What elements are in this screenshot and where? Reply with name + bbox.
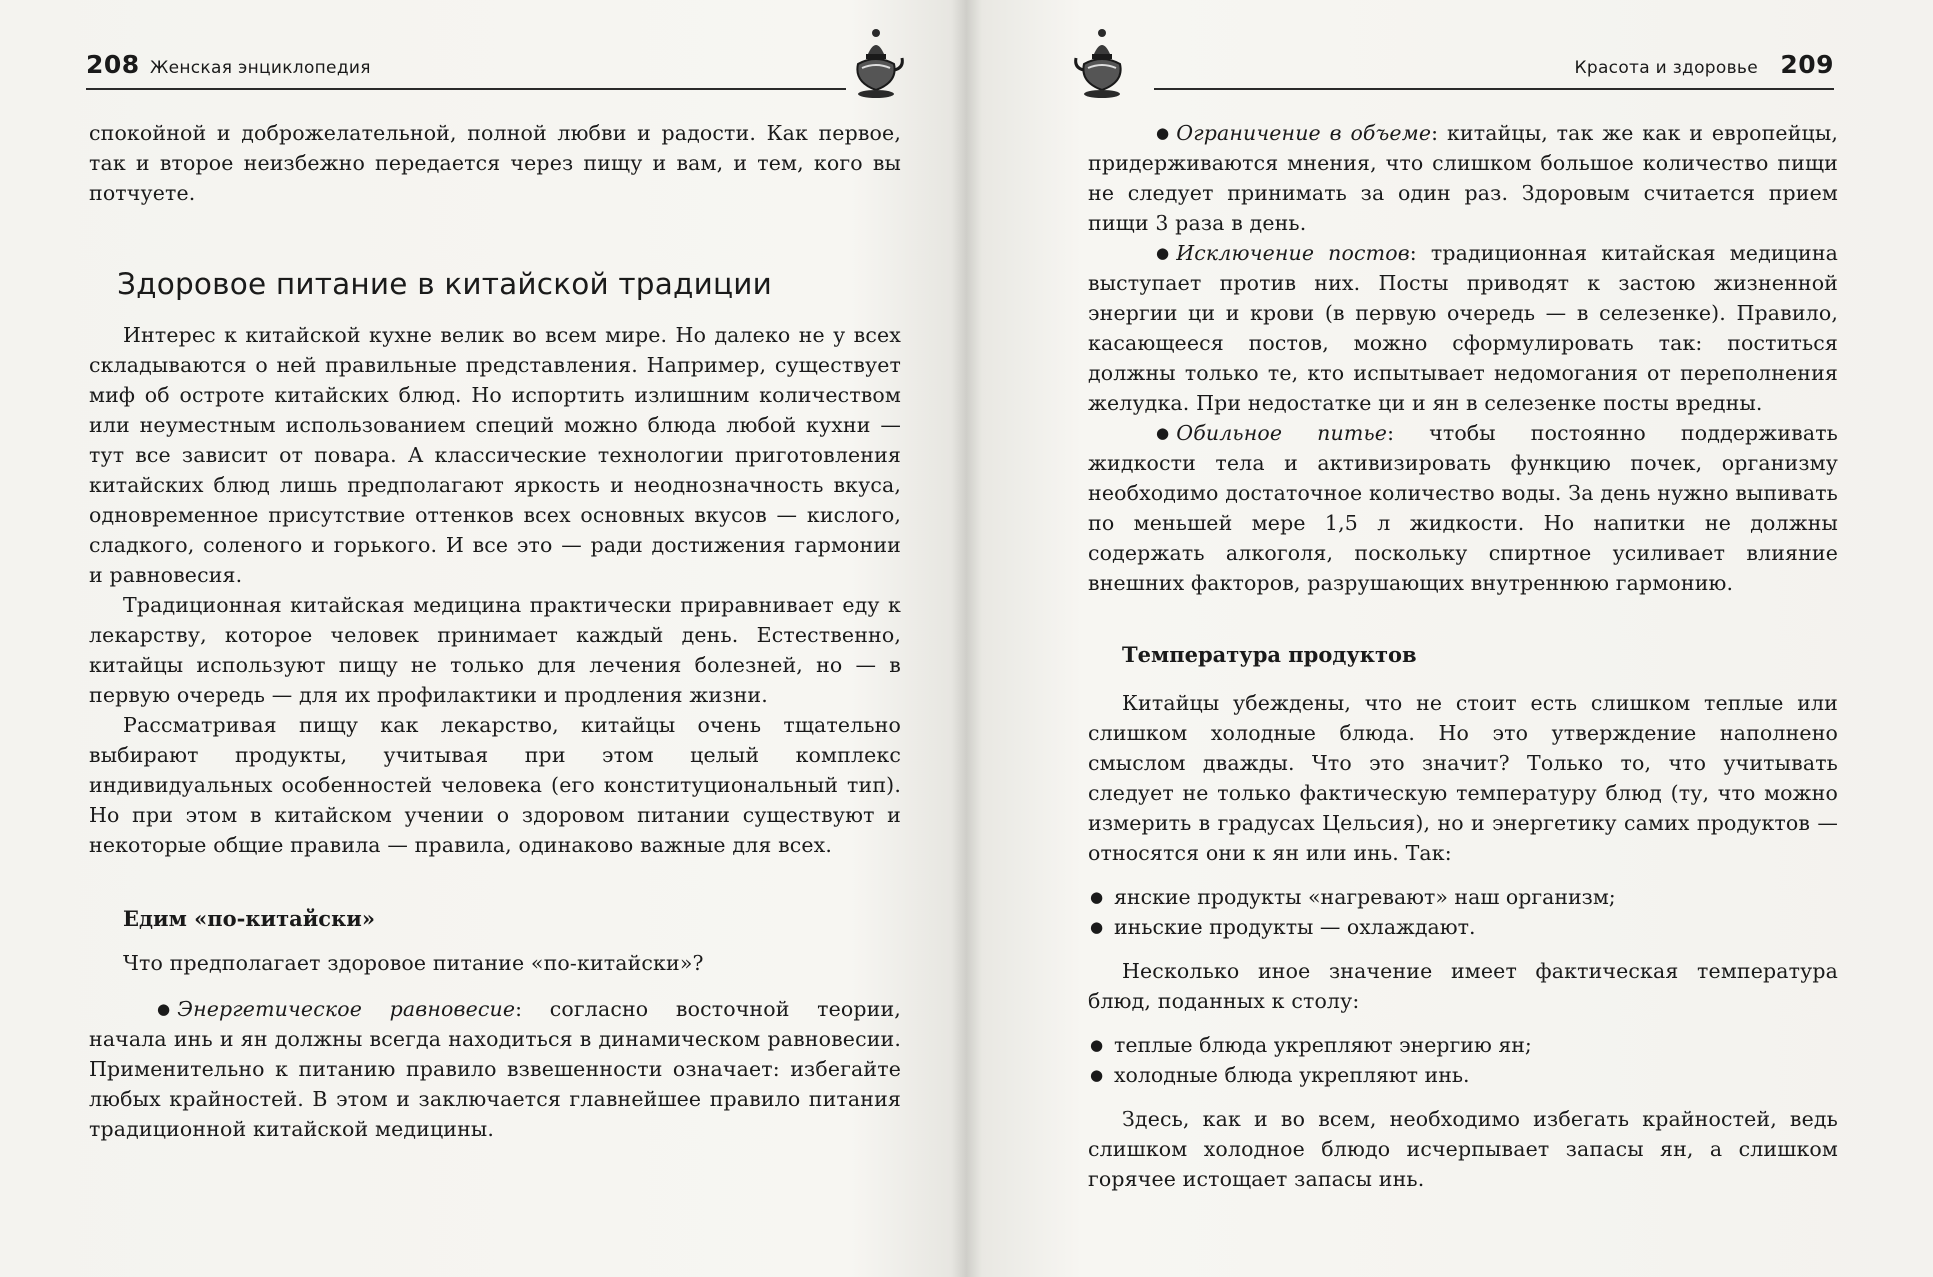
question-paragraph: Что предполагает здоровое питание «по-китайски»? bbox=[123, 951, 704, 975]
teapot-ornament-icon bbox=[1072, 24, 1132, 104]
right-page bbox=[966, 0, 1933, 1277]
paragraph-2: Несколько иное значение имеет фактическая температура блюд, поданных к столу: bbox=[1088, 959, 1838, 1013]
bullet-text: : китайцы, так же как и европейцы, придерживаются мнения, что слишком большое количество пищи не следует принимать за один раз. Здоровым считается прием пищи 3 раза в день. bbox=[1088, 121, 1838, 235]
bullet-term: Ограничение в объеме bbox=[1176, 121, 1432, 145]
bullet-paragraph bbox=[89, 994, 901, 1144]
bullet-term: Обильное питье bbox=[1176, 421, 1388, 445]
subsection-title: Едим «по-китайски» bbox=[123, 906, 375, 931]
teapot-ornament-icon bbox=[846, 24, 906, 104]
bullet-term: Исключение постов bbox=[1176, 241, 1410, 265]
bullet-list-2 bbox=[1088, 1030, 1838, 1090]
bullet-paragraph bbox=[1088, 418, 1838, 598]
list-item bbox=[1088, 1030, 1838, 1060]
bullet-icon: ● bbox=[1090, 888, 1104, 906]
right-page-header bbox=[1090, 40, 1834, 90]
paragraph-1: Китайцы убеждены, что не стоит есть слишком теплые или слишком холодные блюда. Но это утверждение наполнено смыслом дважды. Что это значит? Только то, что учитывать следует не только фактическую температуру блюд (ту, что можно измерить в градусах Цельсия), но и энергетику самих продуктов — относятся они к ян или инь. Так: bbox=[1088, 691, 1838, 865]
bullet-text: : чтобы постоянно поддерживать жидкости тела и активизировать функцию почек, организму необходимо достаточное количество воды. За день нужно выпивать по меньшей мере 1,5 л жидкости. Но напитки не должны содержать алкоголя, поскольку спиртное усиливает влияние внешних факторов, разрушающих внутреннюю гармонию. bbox=[1088, 421, 1838, 595]
bullet-text: : традиционная китайская медицина выступает против них. Посты приводят к застою жизненной энергии ци и крови (в первую очередь — в селезенке). Правило, касающееся постов, можно сформулировать так: поститься должны только те, кто испытывает недомогания от переполнения желудка. При недостатке ци и ян в селезенке посты вредны. bbox=[1088, 241, 1839, 415]
bullet-term: Энергетическое равновесие bbox=[177, 997, 516, 1021]
bullet-icon: ● bbox=[1156, 124, 1170, 142]
bullet-text: : согласно восточной теории, начала инь и ян должны всегда находиться в динамическом равновесии. Применительно к питанию правило взвешенности означает: избегайте любых крайностей. В этом и заключается главнейшее правило питания традиционной китайской медицины. bbox=[89, 997, 901, 1141]
paragraph-2: Традиционная китайская медицина практически приравнивает еду к лекарству, которое человек принимает каждый день. Естественно, китайцы используют пищу не только для лечения болезней, но — в первую очередь — для их профилактики и продления жизни. bbox=[89, 593, 901, 707]
subsection-title: Температура продуктов bbox=[1122, 642, 1417, 667]
bullet-paragraph bbox=[1088, 118, 1838, 238]
list-item-text: холодные блюда укрепляют инь. bbox=[1114, 1063, 1470, 1087]
left-page-body bbox=[89, 118, 901, 1144]
bullet-icon: ● bbox=[1090, 1036, 1104, 1054]
list-item bbox=[1088, 912, 1838, 942]
paragraph-1: Интерес к китайской кухне велик во всем мире. Но далеко не у всех складываются о ней правильные представления. Например, существует миф об остроте китайских блюд. Но испортить излишним количеством или неуместным использованием специй можно блюда любой кухни — тут все зависит от повара. А классические технологии приготовления китайских блюд лишь предполагают яркость и неоднозначность вкуса, одновременное присутствие оттенков всех основных вкусов — кислого, сладкого, соленого и горького. И все это — ради достижения гармонии и равновесия. bbox=[89, 323, 901, 587]
bullet-icon: ● bbox=[1090, 918, 1104, 936]
page-number: 209 bbox=[1780, 50, 1834, 79]
bullet-icon: ● bbox=[1156, 244, 1170, 262]
header-rule bbox=[86, 88, 846, 90]
bullet-paragraph bbox=[1088, 238, 1838, 418]
left-page bbox=[0, 0, 966, 1277]
running-title: Женская энциклопедия bbox=[150, 58, 371, 78]
bullet-icon: ● bbox=[1156, 424, 1170, 442]
page-number: 208 bbox=[86, 50, 140, 79]
paragraph-3: Здесь, как и во всем, необходимо избегать крайностей, ведь слишком холодное блюдо исчерпывает запасы ян, а слишком горячее истощает запасы инь. bbox=[1088, 1107, 1838, 1191]
list-item bbox=[1088, 1060, 1838, 1090]
paragraph-3: Рассматривая пищу как лекарство, китайцы очень тщательно выбирают продукты, учитывая при этом целый комплекс индивидуальных особенностей человека (его конституциональный тип). Но при этом в китайском учении о здоровом питании существуют и некоторые общие правила — правила, одинаково важные для всех. bbox=[89, 713, 901, 857]
right-page-body bbox=[1088, 118, 1838, 1194]
list-item-text: иньские продукты — охлаждают. bbox=[1114, 915, 1476, 939]
intro-paragraph: спокойной и доброжелательной, полной любви и радости. Как первое, так и второе неизбежно передается через пищу и вам, и тем, кого вы потчуете. bbox=[89, 121, 901, 205]
list-item-text: теплые блюда укрепляют энергию ян; bbox=[1114, 1033, 1532, 1057]
running-title: Красота и здоровье bbox=[1574, 58, 1758, 78]
left-page-header bbox=[86, 40, 906, 90]
list-item-text: янские продукты «нагревают» наш организм; bbox=[1114, 885, 1616, 909]
bullet-list-1 bbox=[1088, 882, 1838, 942]
list-item bbox=[1088, 882, 1838, 912]
section-title: Здоровое питание в китайской традиции bbox=[117, 267, 773, 301]
bullet-icon: ● bbox=[1090, 1066, 1104, 1084]
header-rule bbox=[1154, 88, 1834, 90]
bullet-icon: ● bbox=[157, 1000, 171, 1018]
